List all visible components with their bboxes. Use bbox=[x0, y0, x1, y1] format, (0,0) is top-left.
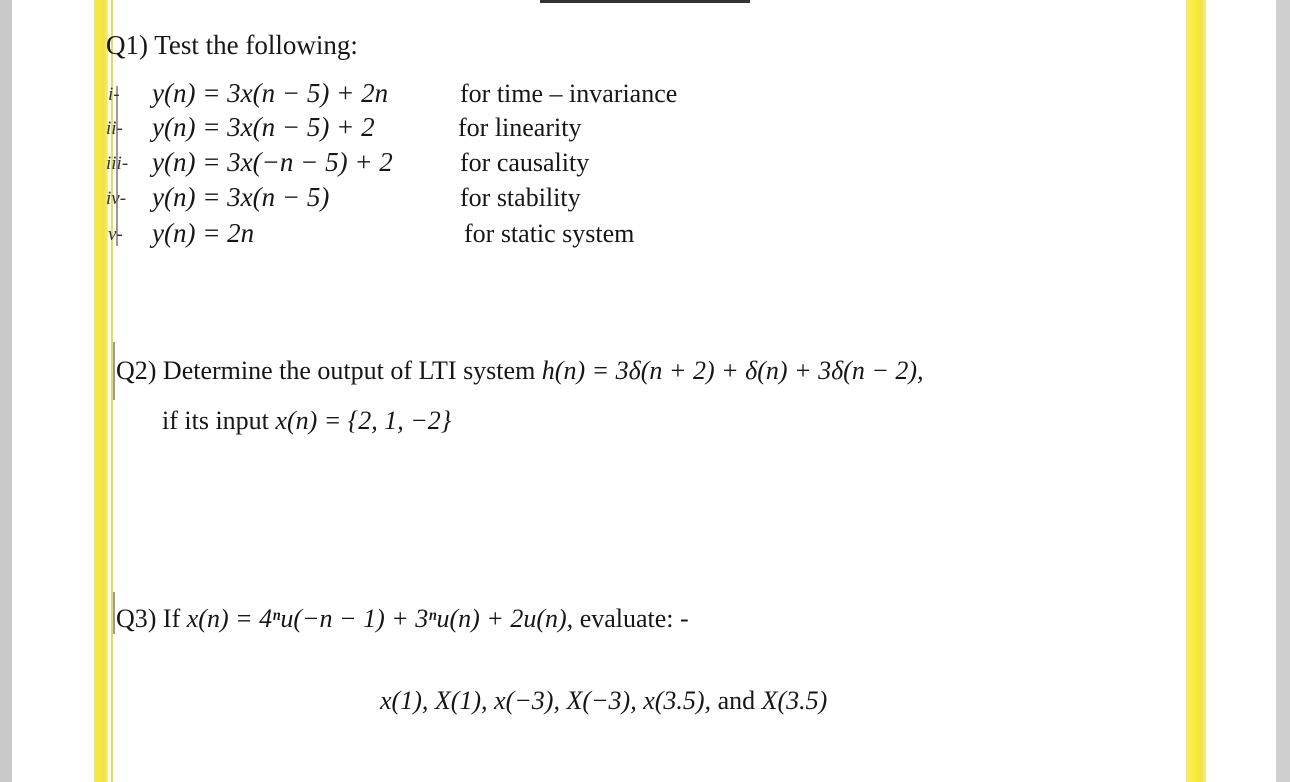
q1-item-label: for linearity bbox=[458, 113, 582, 142]
q1-item-label: for stability bbox=[460, 183, 581, 212]
right-highlight-band bbox=[1186, 0, 1206, 782]
q3-line-1 bbox=[116, 604, 689, 634]
q3-evaluations: x(1), X(1), x(−3), X(−3), x(3.5), bbox=[380, 686, 712, 715]
q1-item-number: v- bbox=[108, 224, 123, 245]
q1-heading: Q1) Test the following: bbox=[106, 30, 358, 60]
q3-line-2 bbox=[380, 686, 827, 716]
q2-impulse-response: h(n) = 3δ(n + 2) + δ(n) + 3δ(n − 2), bbox=[541, 356, 924, 385]
q2-input-prompt: if its input bbox=[162, 406, 276, 435]
q1-item-number: ii- bbox=[106, 118, 123, 139]
q1-item-number: iv- bbox=[106, 188, 127, 209]
top-rule bbox=[540, 0, 750, 3]
q1-item-label: for static system bbox=[464, 219, 635, 248]
right-gutter bbox=[1276, 0, 1290, 782]
q1-item-equation: y(n) = 3x(n − 5) bbox=[152, 182, 330, 212]
q1-item-number: i- bbox=[108, 84, 120, 105]
q2-line-2 bbox=[162, 406, 451, 436]
q3-margin-line bbox=[113, 592, 115, 634]
q1-item-label: for causality bbox=[460, 148, 590, 177]
q3-signal: x(n) = 4ⁿu(−n − 1) + 3ⁿu(n) + 2u(n), bbox=[186, 604, 574, 633]
q2-margin-line bbox=[113, 342, 115, 400]
q1-item-equation: y(n) = 2n bbox=[152, 218, 255, 248]
q1-item-equation: y(n) = 3x(n − 5) + 2n bbox=[152, 78, 389, 108]
q2-prompt: Q2) Determine the output of LTI system bbox=[116, 356, 542, 385]
q1-item-number: iii- bbox=[106, 153, 129, 174]
left-gutter bbox=[0, 0, 12, 782]
q1-item-equation: y(n) = 3x(−n − 5) + 2 bbox=[152, 147, 393, 177]
q1-item-equation: y(n) = 3x(n − 5) + 2 bbox=[152, 112, 375, 142]
q3-prefix: Q3) If bbox=[116, 604, 187, 633]
document-page bbox=[12, 0, 1276, 782]
q2-line-1 bbox=[116, 356, 924, 386]
q3-and: and bbox=[711, 686, 762, 715]
q1-item-label: for time – invariance bbox=[460, 79, 678, 108]
q3-suffix: evaluate: - bbox=[573, 604, 689, 633]
q3-last-evaluation: X(3.5) bbox=[761, 686, 828, 715]
q2-input-sequence: x(n) = {2, 1, −2} bbox=[275, 406, 452, 435]
